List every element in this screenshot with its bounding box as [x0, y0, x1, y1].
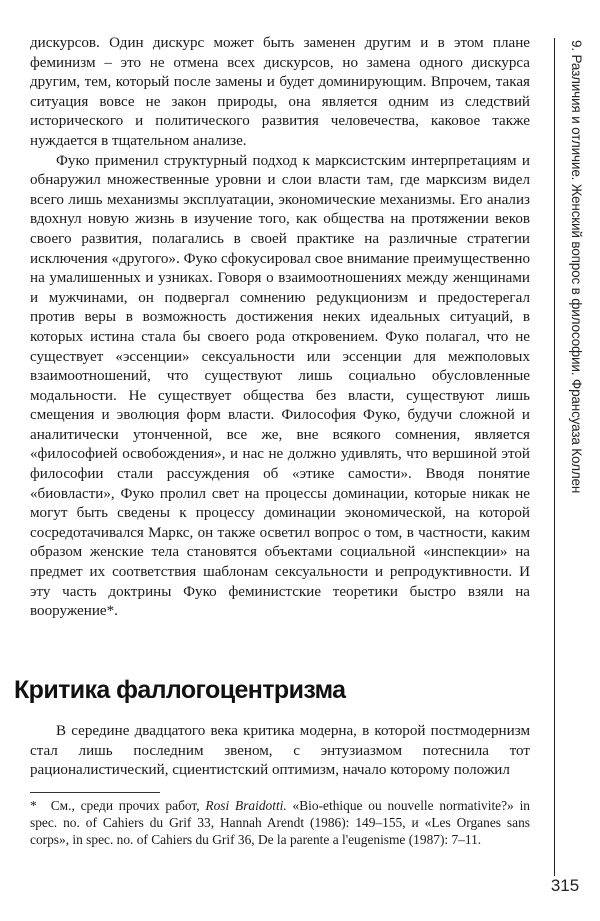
footnote-text-after: «Bio-ethique ou nouvelle normativite?» in spec. no. of Cahiers du Grif 33, Hannah Arendt (1986): 149–155, и «Les Organes sans corps», in spec. no. of Cahiers du Grif 36, De la parente a l'eugenisme (1987): 7–11.	[30, 798, 530, 847]
footnote-text-before: См., среди прочих работ,	[50, 798, 206, 813]
page-number: 315	[550, 876, 580, 895]
paragraph-continuation: дискурсов. Один дискурс может быть заменен другим и в этом плане феминизм – это не отмена всех дискурсов, но замена одного дискурса другим, тем, который после замены и будет доминирующим. Впрочем, такая ситуация вовсе не закон природы, она является одним из следствий исторического и политического развития человечества, каковое также нуждается в тщательном анализе.	[30, 35, 530, 149]
footnote-author: Rosi Braidotti.	[205, 798, 287, 813]
margin-rule	[554, 38, 555, 876]
running-head-text: 9. Различия и отличие. Женский вопрос в философии. Франсуаза Коллен	[569, 40, 584, 494]
footnote-divider	[30, 792, 160, 793]
section-paragraph: В середине двадцатого века критика модерна, в которой постмодернизм стал лишь последним звеном, с энтузиазмом потеснила тот рационалистический, сциентистский оптимизм, начало которому положил	[30, 723, 530, 779]
main-text-block	[30, 34, 530, 622]
paragraph-foucault: Фуко применил структурный подход к марксистским интерпретациям и обнаружил множественные уровни и слои власти там, где марксизм видел всего лишь механизмы эксплуатации, экономические механизмы. Его анализ вдохнул новую жизнь в изучение того, как общества на протяжении веков своего развития, полагались в своей практике на различные стратегии исключения «другого». Фуко сфокусировал свое внимание преимущественно на умалишенных и узниках. Говоря о взаимоотношениях между женщинами и мужчинами, он подвергал сомнению редукционизм и предостерегал против веры в возможность достижения неких идеальных ситуаций, в которых истина стала бы своего рода откровением. Фуко полагал, что не существует «эссенции» сексуальности или эссенции для межполовых взаимоотношений, что существуют лишь социально обусловленные модальности. Не существует общества без власти, существуют лишь смещения и эволюция форм власти. Философия Фуко, будучи сложной и аналитически утонченной, все же, вне всякого сомнения, является «философией освобождения», и нас не должно удивлять, что вершиной этой философии стали рассуждения об «этике самости». Вводя понятие «биовласти», Фуко пролил свет на процессы доминации, которые никак не могут быть сведены к процессу доминации экономической, на которой сосредотачивался Маркс, он также осветил вопрос о том, в частности, каким образом женские тела становятся объектами социальной «инспекции» на предмет их соответствия шаблонам сексуальности и репродуктивности. И эту часть доктрины Фуко феминистские теоретики быстро взяли на вооружение*.	[30, 152, 530, 620]
footnote-mark: *	[30, 798, 37, 813]
running-head	[558, 40, 590, 650]
section-heading: Критика фаллогоцентризма	[14, 676, 346, 704]
section-text-block	[30, 722, 530, 781]
footnote	[30, 797, 530, 848]
